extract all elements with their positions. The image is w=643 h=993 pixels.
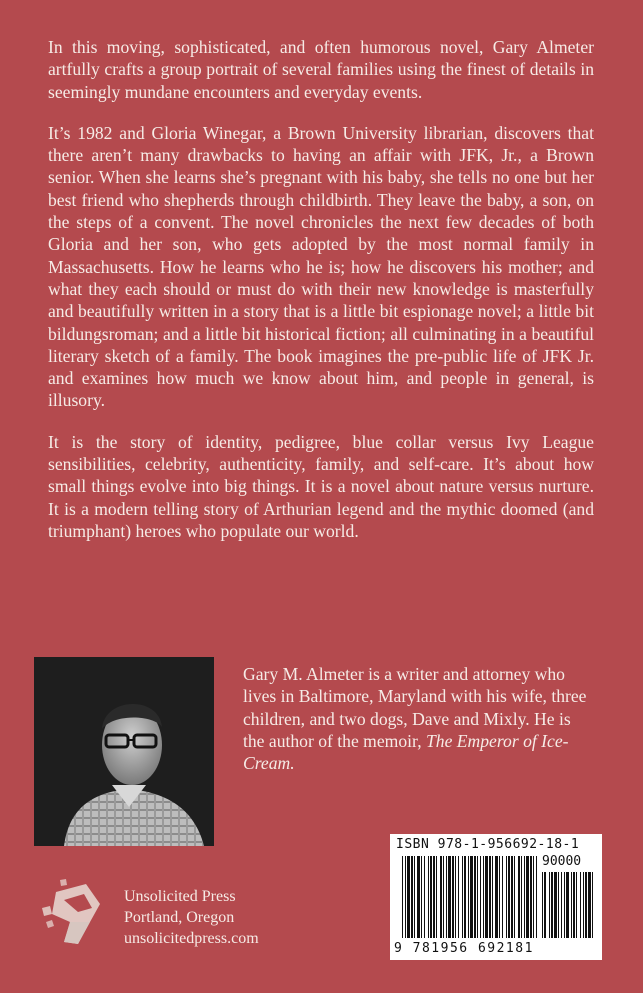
barcode-bar <box>566 872 569 938</box>
barcode-bar <box>440 856 442 938</box>
barcode-bar <box>524 856 525 938</box>
publisher-logo-icon <box>38 878 110 950</box>
author-portrait-image <box>34 657 214 846</box>
barcode-bar <box>468 856 469 938</box>
blurb-paragraph-2: It’s 1982 and Gloria Winegar, a Brown University librarian, discovers that there aren’t many drawbacks to having an affair with JFK, Jr., a Brown senior. When she learns she’s pregnant with his baby, she tells no one but her best friend who shepherds through childbirth. They leave the baby, a son, on the steps of a convent. The novel chronicles the next few decades of both Gloria and her son, who gets adopted by the most normal family in Massachusetts. How he learns who he is; how he discovers his mother; and what they each should or must do with their new knowledge is masterfully and beautifully written in a story that is a little bit espionage novel; a little bit bildungsroman; and a little bit historical fiction; all culminating in a beautiful literary sketch of a family. The book imagines the pre-public life of JFK Jr. and examines how much we know about him, and people in general, is illusory. <box>48 122 594 411</box>
barcode-bar <box>492 856 493 938</box>
barcode-bar <box>583 872 584 938</box>
author-bio-text: Gary M. Almeter is a writer and attorney who lives in Baltimore, Maryland with his wife, three children, and two dogs, Dave and Mixly. He is the author of the memoir, <box>243 664 587 751</box>
barcode-bar <box>402 856 403 938</box>
barcode-bar <box>485 856 488 938</box>
barcode-bar <box>417 856 420 938</box>
barcode-bar <box>592 872 593 938</box>
publisher-website: unsolicitedpress.com <box>124 930 259 947</box>
barcode-bar <box>443 856 444 938</box>
barcode-bar <box>533 856 534 938</box>
barcode-bar <box>455 856 456 938</box>
barcode-bar <box>544 872 546 938</box>
publisher-location: Portland, Oregon <box>124 909 235 926</box>
barcode-bar <box>551 872 553 938</box>
barcode-bar <box>521 856 522 938</box>
barcode-bar <box>462 856 463 938</box>
barcode-bar <box>458 856 459 938</box>
author-photo <box>34 657 214 846</box>
barcode-bar <box>585 872 587 938</box>
barcode-bar <box>428 856 429 938</box>
author-bio <box>243 663 595 774</box>
barcode-bar <box>411 856 413 938</box>
barcode-bar <box>452 856 454 938</box>
barcode-bar <box>506 856 507 938</box>
isbn-label: ISBN 978-1-956692-18-1 <box>396 837 580 852</box>
publisher-name: Unsolicited Press <box>124 888 236 905</box>
back-cover-blurb <box>48 36 594 561</box>
barcode-bar <box>526 856 529 938</box>
barcode-bar <box>573 872 575 938</box>
author-book-title: The Emperor of Ice-Cream. <box>243 730 569 774</box>
barcode-bar <box>474 856 476 938</box>
barcode-bar <box>530 856 532 938</box>
barcode-bar <box>588 872 591 938</box>
barcode-bar <box>514 856 515 938</box>
barcode-bar <box>561 872 562 938</box>
barcode-bar <box>558 872 559 938</box>
barcode-bar <box>464 856 466 938</box>
barcode-bar <box>499 856 500 938</box>
barcode-bar <box>536 856 537 938</box>
barcode-bar <box>495 856 498 938</box>
barcode-bar <box>580 872 581 938</box>
barcode-bar <box>483 856 484 938</box>
barcode-bar <box>480 856 481 938</box>
barcode-bar <box>436 856 437 938</box>
barcode-bar <box>405 856 406 938</box>
barcode-bar <box>518 856 520 938</box>
barcode-bar <box>424 856 425 938</box>
barcode-bar <box>414 856 415 938</box>
barcode-bar <box>549 872 550 938</box>
publisher-info <box>124 886 259 949</box>
blurb-paragraph-1: In this moving, sophisticated, and often humorous novel, Gary Almeter artfully crafts a group portrait of several families using the finest of details in seemingly mundane encounters and everyday events. <box>48 37 594 102</box>
barcode-bar <box>564 872 565 938</box>
barcode-digits: 9 781956 692181 <box>394 941 534 956</box>
barcode-bar <box>446 856 447 938</box>
barcode-bar <box>576 872 577 938</box>
barcode-bar <box>554 872 557 938</box>
barcode-bar <box>511 856 513 938</box>
barcode-bar <box>421 856 422 938</box>
barcode-bar <box>407 856 410 938</box>
barcode-bar <box>489 856 491 938</box>
barcode-bar <box>470 856 473 938</box>
blurb-paragraph-3: It is the story of identity, pedigree, blue collar versus Ivy League sensibilities, celebrity, authenticity, family, and self-care. It’s about how small things evolve into big things. It is a novel about nature versus nurture. It is a modern telling story of Arthurian legend and the mythic doomed (and triumphant) heroes who populate our world. <box>48 431 594 541</box>
barcode-bar <box>571 872 572 938</box>
isbn-barcode <box>390 834 602 960</box>
barcode-bar <box>502 856 503 938</box>
barcode-bar <box>477 856 478 938</box>
barcode-price-code: 90000 <box>542 854 582 869</box>
barcode-bar <box>542 872 543 938</box>
barcode-bar <box>433 856 435 938</box>
barcode-bar <box>448 856 451 938</box>
barcode-bar <box>508 856 510 938</box>
barcode-bar <box>430 856 432 938</box>
